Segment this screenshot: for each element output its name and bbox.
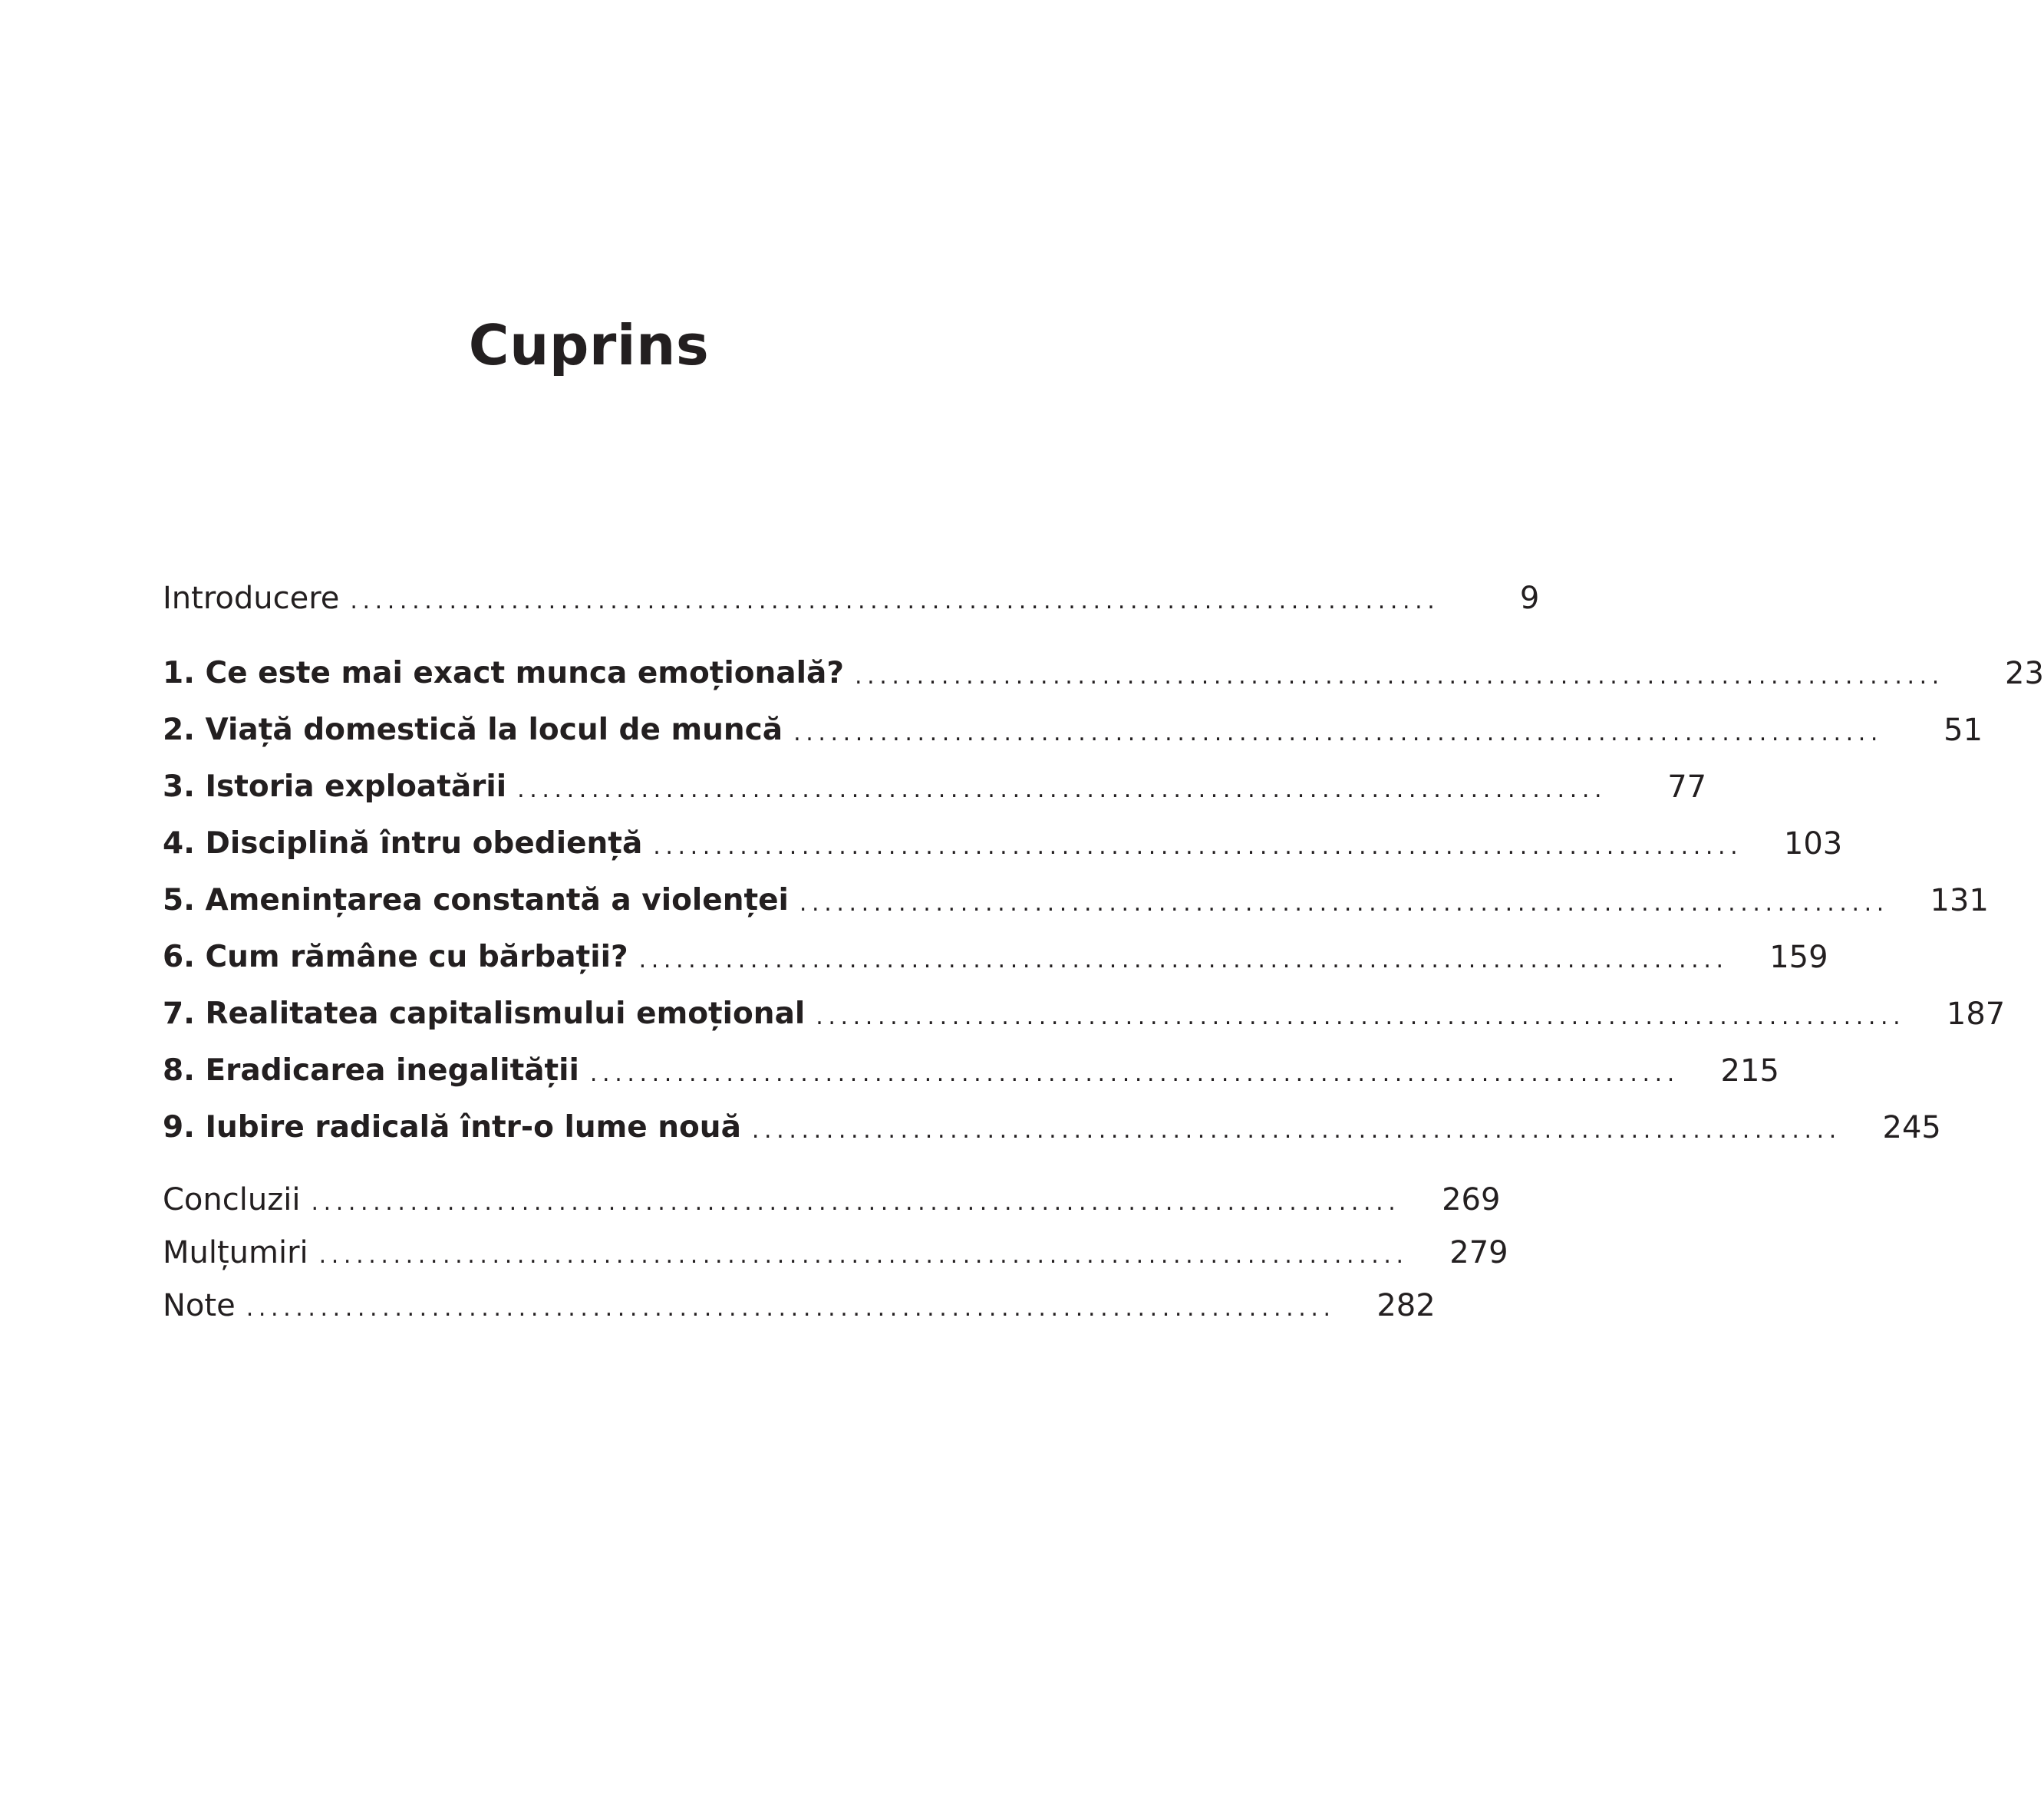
toc-page-number: 279 [1449,1235,1508,1270]
toc-entry-chapter-7[interactable] [163,993,2006,1036]
toc-entry-chapter-5[interactable] [163,879,1989,922]
dot-leader: ........................................................................................ [246,1295,1336,1322]
toc-page-number: 23 [2005,656,2044,691]
toc-page-number: 9 [1519,581,1540,616]
toc-entry-chapter-2[interactable] [163,709,1983,752]
toc-entry-title: Note [163,1288,236,1323]
dot-leader: ........................................................................................ [517,776,1607,803]
dot-leader: ........................................................................................ [799,890,1889,917]
dot-leader: ........................................................................................ [638,947,1729,974]
toc-page-number: 159 [1769,940,1828,975]
toc-page-number: 269 [1442,1182,1501,1217]
toc-entry-multumiri[interactable] [163,1231,1508,1274]
toc-entry-title: 4. Disciplină întru obediență [163,826,643,861]
toc-entry-note[interactable] [163,1284,1436,1327]
toc-entry-chapter-1[interactable] [163,652,2044,695]
toc-page-number: 282 [1376,1288,1436,1323]
toc-page-number: 103 [1783,826,1843,862]
toc-entry-title: 1. Ce este mai exact munca emoțională? [163,656,844,690]
toc-page-number: 215 [1720,1053,1779,1089]
toc-entry-chapter-3[interactable] [163,766,1707,809]
toc-entry-chapter-6[interactable] [163,936,1828,979]
toc-entry-title: 3. Istoria exploatării [163,769,507,804]
toc-entry-title: 9. Iubire radicală într-o lume nouă [163,1110,741,1145]
toc-entry-chapter-9[interactable] [163,1106,1941,1149]
toc-entry-title: Concluzii [163,1182,301,1217]
toc-entry-title: Mulțumiri [163,1235,308,1270]
toc-entry-chapter-8[interactable] [163,1049,1779,1092]
toc-page-number: 245 [1882,1110,1941,1145]
page-title: Cuprins [468,313,710,377]
toc-entry-title: 8. Eradicarea inegalității [163,1053,579,1088]
dot-leader: ........................................................................................ [751,1117,1841,1144]
toc-entry-title: Introducere [163,581,340,616]
dot-leader: ........................................................................................ [350,588,1440,614]
toc-entry-introducere[interactable] [163,577,1540,620]
dot-leader: ........................................................................................ [653,833,1743,860]
toc-entry-chapter-4[interactable] [163,822,1843,865]
toc-page-number: 187 [1946,997,2006,1032]
toc-entry-concluzii[interactable] [163,1178,1501,1221]
dot-leader: ........................................................................................ [311,1189,1401,1216]
dot-leader: ........................................................................................ [793,720,1884,746]
toc-page-number: 51 [1943,713,1983,748]
toc-entry-title: 2. Viață domestică la locul de muncă [163,713,783,747]
toc-entry-title: 7. Realitatea capitalismului emoțional [163,997,806,1031]
toc-page-number: 131 [1930,883,1989,918]
dot-leader: ........................................................................................ [854,663,1944,690]
dot-leader: ........................................................................................ [318,1242,1409,1269]
toc-page-number: 77 [1667,769,1707,805]
dot-leader: ........................................................................................ [589,1060,1680,1087]
toc-entry-title: 6. Cum rămâne cu bărbații? [163,940,628,974]
dot-leader: ........................................................................................ [816,1003,1906,1030]
toc-entry-title: 5. Amenințarea constantă a violenței [163,883,789,918]
